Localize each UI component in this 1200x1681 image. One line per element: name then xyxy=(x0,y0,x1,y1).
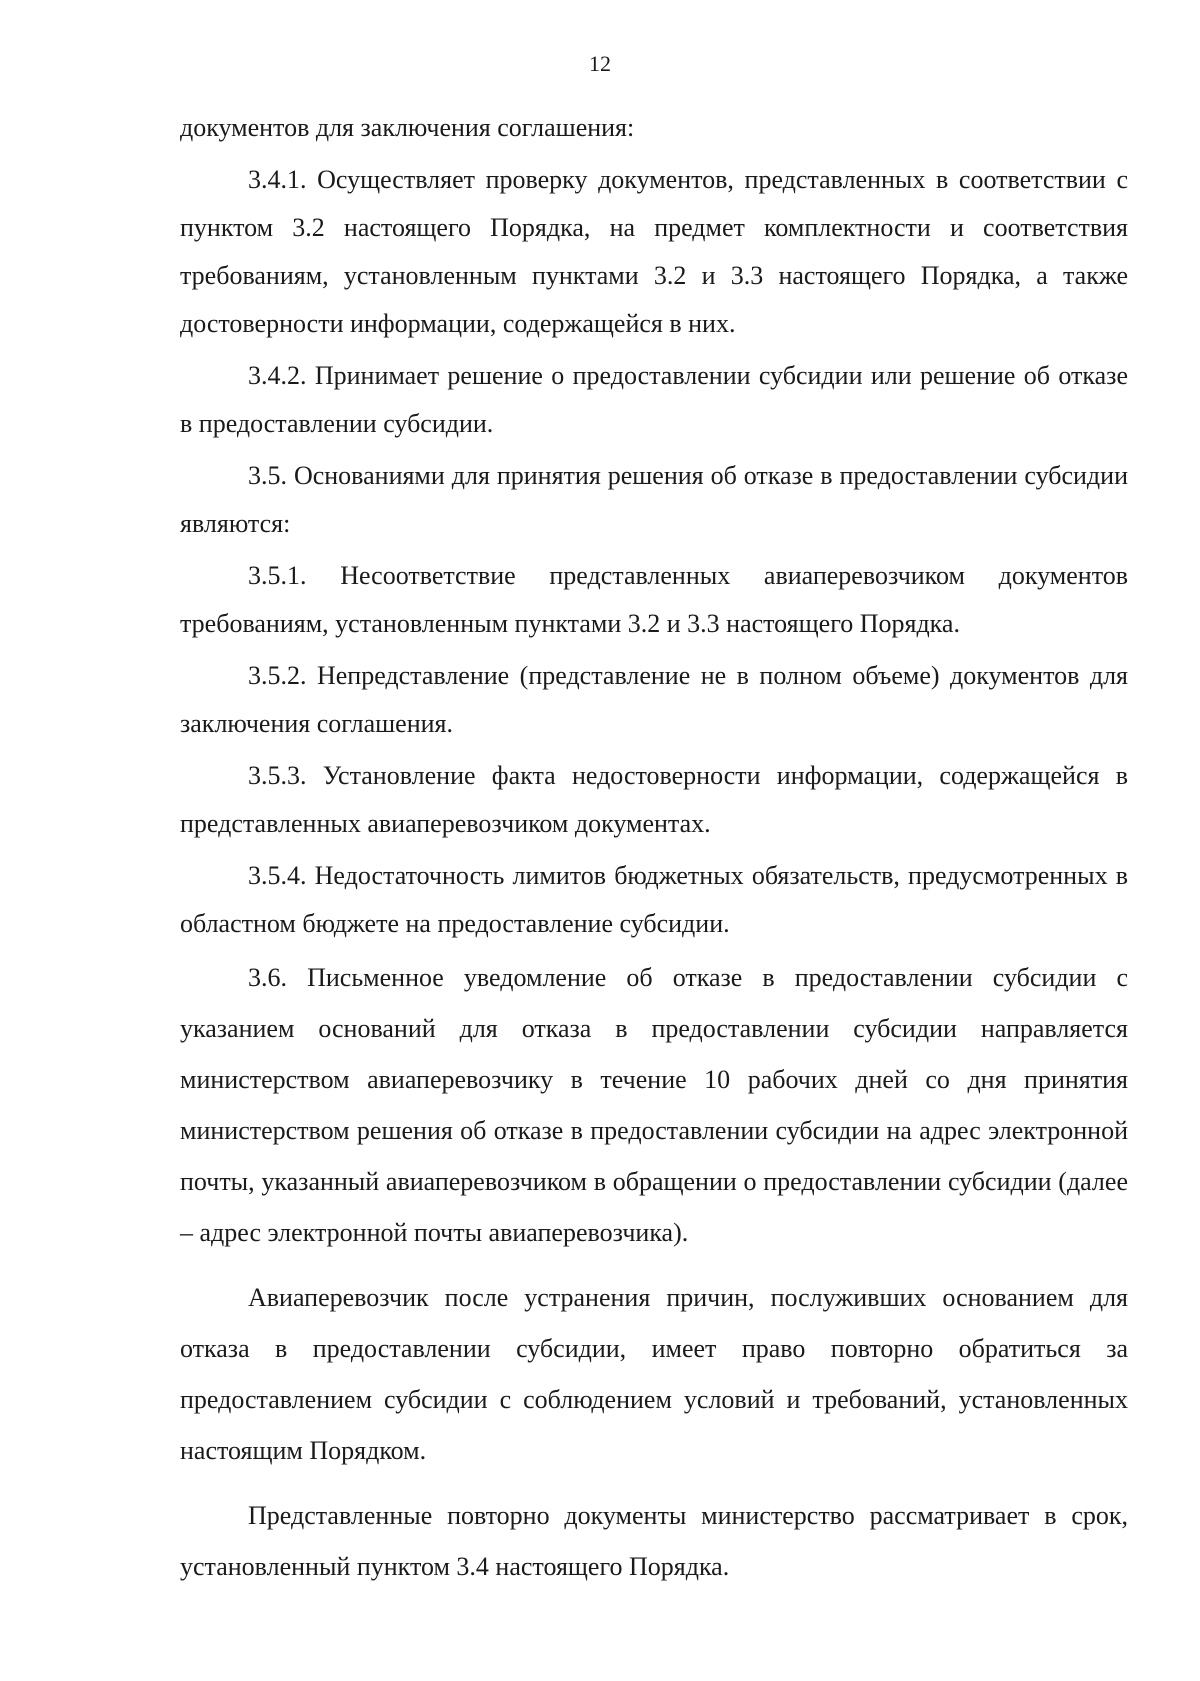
paragraph-review-term: Представленные повторно документы министерство рассматривает в срок, установленный пунктом 3.4 настоящего Порядка. xyxy=(180,1501,1128,1581)
paragraph-reapply: Авиаперевозчик после устранения причин, послуживших основанием для отказа в предоставлении субсидии, имеет право повторно обратиться за предоставлением субсидии с соблюдением условий и требований, установленных настоящим Порядком. xyxy=(180,1283,1128,1465)
paragraph-3-4-2: 3.4.2. Принимает решение о предоставлении субсидии или решение об отказе в предоставлении субсидии. xyxy=(180,361,1128,438)
paragraph-3-6: 3.6. Письменное уведомление об отказе в предоставлении субсидии с указанием оснований для отказа в предоставлении субсидии направляется министерством авиаперевозчику в течение 10 рабочих дней со дня принятия министерством решения об отказе в предоставлении субсидии на адрес электронной почты, указанный авиаперевозчиком в обращении о предоставлении субсидии (далее – адрес электронной почты авиаперевозчика). xyxy=(180,963,1128,1247)
paragraph-3-4-1: 3.4.1. Осуществляет проверку документов, представленных в соответствии с пунктом 3.2 настоящего Порядка, на предмет комплектности и соответствия требованиям, установленным пунктами 3.2 и 3.3 настоящего Порядка, а также достоверности информации, содержащейся в них. xyxy=(180,165,1128,338)
paragraph-continuation: документов для заключения соглашения: xyxy=(180,113,635,142)
paragraph-3-5-2: 3.5.2. Непредставление (представление не в полном объеме) документов для заключения соглашения. xyxy=(180,661,1128,738)
paragraph-3-5-4: 3.5.4. Недостаточность лимитов бюджетных обязательств, предусмотренных в областном бюджете на предоставление субсидии. xyxy=(180,861,1128,938)
paragraph-3-5-3: 3.5.3. Установление факта недостоверности информации, содержащейся в представленных авиаперевозчиком документах. xyxy=(180,761,1128,838)
page-number: 12 xyxy=(589,51,611,76)
paragraph-3-5: 3.5. Основаниями для принятия решения об отказе в предоставлении субсидии являются: xyxy=(180,461,1128,538)
document-body xyxy=(180,104,1128,1592)
paragraph-3-5-1: 3.5.1. Несоответствие представленных авиаперевозчиком документов требованиям, установленным пунктами 3.2 и 3.3 настоящего Порядка. xyxy=(180,561,1128,638)
